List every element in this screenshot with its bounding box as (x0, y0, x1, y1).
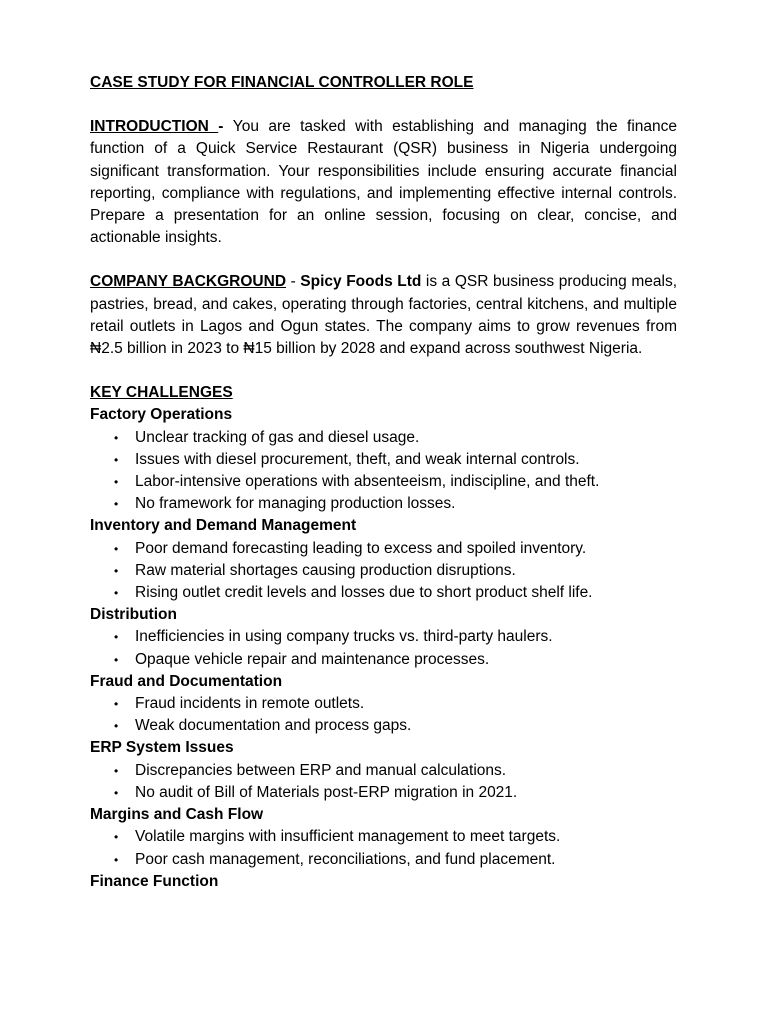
challenge-bullet-item: • Fraud incidents in remote outlets. (135, 693, 677, 715)
challenge-bullet-item: • Issues with diesel procurement, theft, and weak internal controls. (135, 449, 677, 471)
challenge-group-title: Factory Operations (90, 406, 233, 424)
company-background-separator: - (286, 273, 301, 291)
challenge-bullet-item: • Unclear tracking of gas and diesel usage. (135, 427, 677, 449)
challenge-bullet-item: • Volatile margins with insufficient management to meet targets. (135, 826, 677, 848)
document-page (90, 72, 677, 893)
challenge-bullet-list (90, 538, 677, 605)
challenge-bullet-list (90, 760, 677, 804)
challenge-bullet-item: • Raw material shortages causing production disruptions. (135, 560, 677, 582)
challenge-bullet-item: • No framework for managing production losses. (135, 493, 677, 515)
challenge-bullet-list (90, 626, 677, 670)
introduction-label: INTRODUCTION (90, 118, 219, 136)
challenge-group-title: Inventory and Demand Management (90, 517, 357, 535)
challenge-bullet-item: • Poor demand forecasting leading to excess and spoiled inventory. (135, 538, 677, 560)
company-name: Spicy Foods Ltd (300, 273, 422, 291)
document-title: CASE STUDY FOR FINANCIAL CONTROLLER ROLE (90, 74, 474, 91)
introduction-paragraph (90, 116, 677, 249)
challenge-group-title: ERP System Issues (90, 739, 234, 757)
challenge-bullet-item: • Rising outlet credit levels and losses due to short product shelf life. (135, 582, 677, 604)
challenge-bullet-list (90, 427, 677, 516)
company-background-label: COMPANY BACKGROUND (90, 273, 287, 291)
company-background-paragraph (90, 271, 677, 360)
challenge-bullet-item: • Poor cash management, reconciliations, and fund placement. (135, 849, 677, 871)
introduction-separator: - (218, 118, 233, 136)
challenge-bullet-item: • Opaque vehicle repair and maintenance processes. (135, 649, 677, 671)
challenge-group-title: Margins and Cash Flow (90, 806, 264, 824)
challenge-groups (90, 404, 677, 892)
challenge-bullet-list (90, 826, 677, 870)
challenge-bullet-item: • Weak documentation and process gaps. (135, 715, 677, 737)
challenge-group-title: Distribution (90, 606, 177, 624)
challenge-bullet-item: • Inefficiencies in using company trucks vs. third-party haulers. (135, 626, 677, 648)
challenge-bullet-item: • Labor-intensive operations with absenteeism, indiscipline, and theft. (135, 471, 677, 493)
challenge-bullet-item: • Discrepancies between ERP and manual calculations. (135, 760, 677, 782)
challenge-bullet-item: • No audit of Bill of Materials post-ERP migration in 2021. (135, 782, 677, 804)
key-challenges-heading: KEY CHALLENGES (90, 384, 233, 402)
introduction-text: You are tasked with establishing and managing the finance function of a Quick Service Restaurant (QSR) business in Nigeria undergoing significant transformation. Your responsibilities include ensuring accurate financial reporting, compliance with regulations, and implementing effective internal controls. Prepare a presentation for an online session, focusing on clear, concise, and actionable insights. (90, 118, 677, 247)
challenge-group-title: Fraud and Documentation (90, 672, 283, 690)
challenge-group-title: Finance Function (90, 872, 219, 890)
company-background-text: is a QSR business producing meals, pastries, bread, and cakes, operating through factories, central kitchens, and multiple retail outlets in Lagos and Ogun states. The company aims to grow revenues from ₦2.5 billion in 2023 to ₦15 billion by 2028 and expand across southwest Nigeria. (90, 273, 677, 358)
challenge-bullet-list (90, 693, 677, 737)
